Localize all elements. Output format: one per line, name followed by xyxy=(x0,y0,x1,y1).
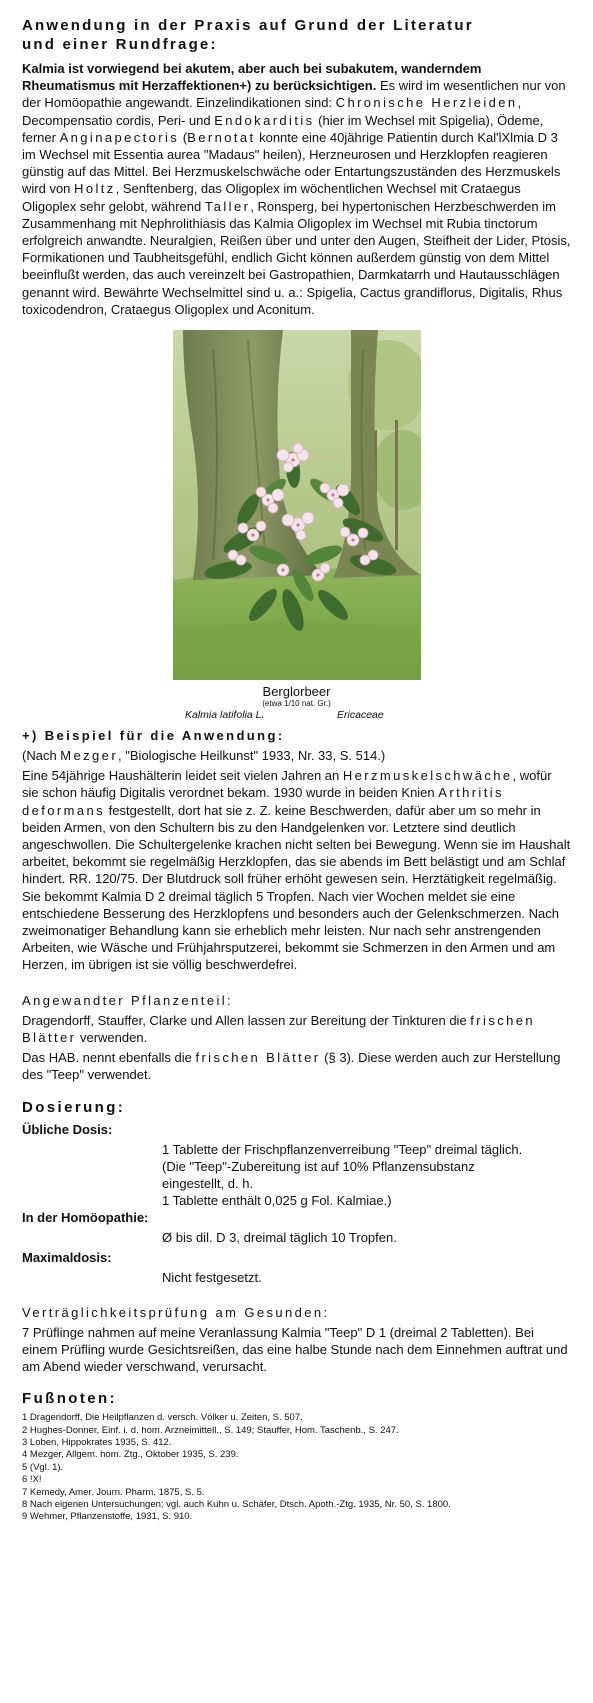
dose-label-homeopathy: In der Homöopathie: xyxy=(22,1209,149,1225)
example-text: Eine 54jährige Haushälterin leidet seit vielen Jahren an xyxy=(22,768,343,784)
example-text: festgestellt, dort hat sie z. Z. keine Beschwerden, dafür aber um so mehr in beiden Armen, von den Schultern bis zu den Handgelenken vor. Letztere sind deutlich angeschwollen. Die Schultergelenke krachen nicht selten bei Bewegung. Wenn sie im Haushalt arbeitet, bekommt sie regelmäßig Herzklopfen, das sie abends im Bett belästigt und am Schlaf hindert. RR. 120/75. Der Blutdruck soll früher erhöht gewesen sein. Herztätigkeit regelmäßig. Sie bekommt Kalmia D 2 dreimal täglich 5 Tropfen. Nach vier Wochen meldet sie eine entschiedene Besserung des Herzklopfens und besonders auch der Gelenkschmerzen. Nach zweimonatiger Behandlung kann sie erheblich mehr leisten. Nur nach sehr anstrengenden Arbeiten, wie Wäsche und Frühjahrsputzerei, bekommt sie Schmerzen in den Armen und am Herzen, im übrigen ist sie völlig beschwerdefrei. xyxy=(22,802,571,973)
intro-spaced-term: Anginapectoris xyxy=(59,129,180,145)
intro-text: Es wird im wesentlichen nur von der Homöopathie angewandt. Einzelindikationen sind: xyxy=(22,78,566,111)
intro-paragraph xyxy=(22,60,571,318)
pflanzenteil-heading: Angewandter Pflanzenteil: xyxy=(22,992,234,1008)
figure-caption-name: Berglorbeer xyxy=(262,684,331,700)
intro-text: ( xyxy=(179,129,188,145)
pflanzenteil-spaced-term: frischen Blätter xyxy=(195,1050,321,1066)
footnote-item: 6 !X! xyxy=(22,1474,42,1486)
dose-label-max: Maximaldosis: xyxy=(22,1249,112,1265)
dose-label-usual: Übliche Dosis: xyxy=(22,1121,113,1137)
intro-spaced-term: Taller xyxy=(204,198,251,214)
figure-family-name: Ericaceae xyxy=(337,709,384,722)
footnote-item: 2 Hughes-Donner, Einf. i. d. hom. Arzneimittell., S. 149; Stauffer, Hom. Taschenb., S. 247. xyxy=(22,1424,399,1436)
figure-caption-taxonomy xyxy=(22,709,571,723)
intro-spaced-term: Holtz xyxy=(74,181,116,197)
intro-spaced-term: Chronische Herzleiden xyxy=(335,95,518,111)
pflanzenteil-text: Das HAB. nennt ebenfalls die xyxy=(22,1050,196,1066)
intro-text: , Ronsperg, bei hypertonischen Herzbeschwerden im Zusammenhang mit Nephrolithiasis das Kalmia Oligoplex im Wechsel mit Rubia tinctorum erfolgreich anwandte. Neuralgien, Reißen über und unter den Augen, Steifheit der Lider, Ptosis, Formikationen und Taubheitsgefühl, endlich Gicht können außerdem günstig von dem Mittel beeinflußt werden, das auch vereinzelt bei Gastropathien, Darmkatarrh und Hautausschlägen genannt wird. Bewährte Wechselmittel sind u. a.: Spigelia, Cactus grandiflorus, Digitalis, Rhus toxicodendron, Crataegus Oligoplex und Aconitum. xyxy=(22,198,571,317)
title-line-1: Anwendung in der Praxis auf Grund der Literatur xyxy=(22,17,474,34)
example-text: , wofür sie schon häufig Digitalis verordnet bekam. 1930 wurde in beiden Knien xyxy=(22,768,552,801)
intro-text: , Decompensatio cordis, Peri- und xyxy=(22,95,522,128)
dosierung-heading: Dosierung: xyxy=(22,1098,126,1116)
intro-spaced-term: Bernotat xyxy=(187,129,256,145)
vertraeglichkeit-paragraph: 7 Prüflinge nahmen auf meine Veranlassung Kalmia "Teep" D 1 (dreimal 2 Tabletten). Bei einem Prüfling wurde Gesichtsreißen, das eine halbe Stunde nach dem Einnehmen auftrat und am Abend wieder verschwand, verursacht. xyxy=(22,1324,568,1374)
intro-spaced-term: Endokarditis xyxy=(214,112,315,128)
dose-usual-line: eingestellt, d. h. xyxy=(162,1175,254,1191)
intro-text: konnte eine 40jährige Patientin durch Kal'lXlmia D 3 im Wechsel mit Essentia aurea "Madaus" heilen), Herzneurosen und Herzklopfen reagieren günstig auf das Mittel. Bei Herzmuskelschwäche oder Entartungszuständen des Herzmuskels wird von xyxy=(22,129,561,197)
figure-latin-name: Kalmia latifolia L. xyxy=(185,709,265,722)
intro-bold-lead: Kalmia ist vorwiegend bei akutem, aber auch bei subakutem, wanderndem Rheumatismus mit Herzaffektionen+) zu berücksichtigen. xyxy=(22,61,482,94)
footnote-item: 1 Dragendorff, Die Heilpflanzen d. versch. Völker u. Zeiten, S. 507. xyxy=(22,1412,303,1424)
pflanzenteil-text: verwenden. xyxy=(76,1029,148,1045)
vertraeglichkeit-heading: Verträglichkeitsprüfung am Gesunden: xyxy=(22,1304,330,1320)
dose-usual-line: 1 Tablette enthält 0,025 g Fol. Kalmiae.) xyxy=(162,1192,392,1208)
figure-caption-scale: (etwa 1/10 nat. Gr.) xyxy=(262,699,331,709)
example-spaced-term: Herzmuskelschwäche xyxy=(342,768,513,784)
footnotes-heading: Fußnoten: xyxy=(22,1390,117,1408)
dose-value-homeopathy: Ø bis dil. D 3, dreimal täglich 10 Tropfen. xyxy=(162,1229,397,1245)
page-title xyxy=(22,16,571,54)
example-source-text: (Nach xyxy=(22,748,61,764)
footnotes-list xyxy=(22,1412,571,1524)
pflanzenteil-text: (§ 3). Diese werden auch zur Herstellung des "Teep" verwendet. xyxy=(22,1050,561,1083)
example-source-text: , "Biologische Heilkunst" 1933, Nr. 33, S. 514.) xyxy=(118,748,386,764)
pflanzenteil-text: Dragendorff, Stauffer, Clarke und Allen lassen zur Bereitung der Tinkturen die xyxy=(22,1012,471,1028)
dose-usual-line: (Die "Teep"-Zubereitung ist auf 10% Pflanzensubstanz xyxy=(162,1158,475,1174)
example-paragraph xyxy=(22,767,571,973)
example-spaced-term: Arthritis deformans xyxy=(22,785,504,818)
plant-figure xyxy=(22,330,571,723)
pflanzenteil-paragraph-1 xyxy=(22,1012,571,1046)
dose-usual-line: 1 Tablette der Frischpflanzenverreibung "Teep" dreimal täglich. xyxy=(162,1141,523,1157)
intro-text: , Senftenberg, das Oligoplex im wöchentlichen Wechsel mit Crataegus Oligoplex sehr gelobt, während xyxy=(22,181,521,214)
footnote-item: 3 Loben, Hippokrates 1935, S. 412. xyxy=(22,1436,172,1448)
example-heading: +) Beispiel für die Anwendung: xyxy=(22,728,285,744)
footnote-item: 5 (Vgl. 1). xyxy=(22,1461,64,1473)
dose-value-usual xyxy=(22,1141,571,1209)
intro-text: (hier im Wechsel mit Spigelia), Ödeme, ferner xyxy=(22,112,544,145)
footnote-item: 7 Kemedy, Amer. Journ. Pharm. 1875, S. 5. xyxy=(22,1486,205,1498)
example-source-author: Mezger xyxy=(60,748,119,764)
footnote-item: 4 Mezger, Allgem. hom. Ztg., Oktober 1935, S. 239. xyxy=(22,1449,239,1461)
title-line-2: und einer Rundfrage: xyxy=(22,36,218,53)
plant-illustration xyxy=(173,330,421,680)
footnote-item: 9 Wehmer, Pflanzenstoffe, 1931, S. 910. xyxy=(22,1511,193,1523)
dose-value-max: Nicht festgesetzt. xyxy=(162,1269,262,1285)
dosierung-section xyxy=(22,1121,571,1286)
pflanzenteil-paragraph-2 xyxy=(22,1049,571,1083)
example-source xyxy=(22,747,571,764)
pflanzenteil-spaced-term: frischen Blätter xyxy=(22,1012,536,1045)
footnote-item: 8 Nach eigenen Untersuchungen; vgl. auch Kuhn u. Schäfer, Dtsch. Apoth.-Ztg. 1935, Nr. 50, S. 1800. xyxy=(22,1498,451,1510)
